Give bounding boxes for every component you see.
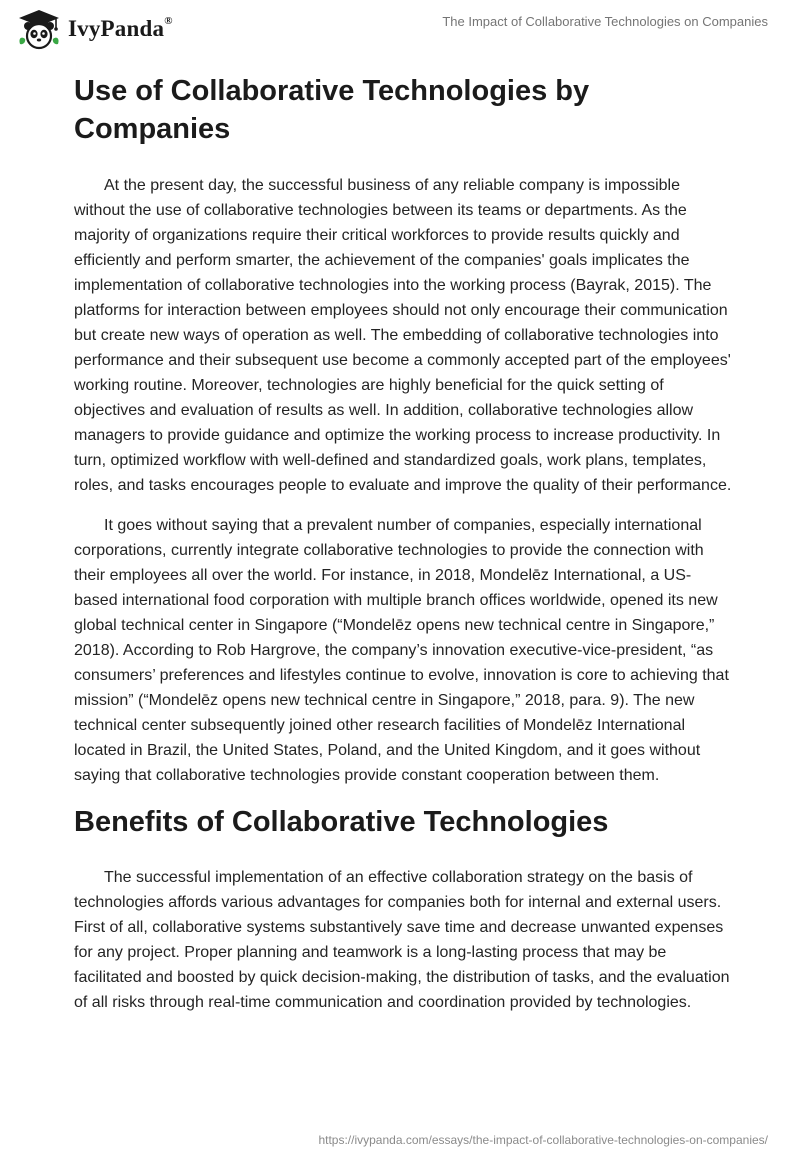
section-heading-benefits: Benefits of Collaborative Technologies [74, 806, 609, 838]
paragraph: It goes without saying that a prevalent number of companies, especially international corporations, currently integrate collaborative technologies to provide the connection with their employees all over the world. For instance, in 2018, Mondelēz International, a US-based international food corporation with multiple branch offices worldwide, opened its new global technical center in Singapore (“Mondelēz opens new technical centre in Singapore,” 2018). According to Rob Hargrove, the company’s innovation executive-vice-president, “as consumers’ preferences and lifestyles continue to evolve, innovation is core to achieving that mission” (“Mondelēz opens new technical centre in Singapore,” 2018, para. 9). The new technical center subsequently joined other research facilities of Mondelēz International located in Brazil, the United States, Poland, and the United Kingdom, and it goes without saying that collaborative technologies provide constant cooperation between them. [74, 517, 729, 784]
source-url[interactable]: https://ivypanda.com/essays/the-impact-of-collaborative-technologies-on-companies/ [318, 1133, 768, 1147]
panda-graduate-icon [16, 8, 62, 50]
page-header [0, 0, 800, 64]
document-title: The Impact of Collaborative Technologies on Companies [442, 14, 768, 29]
paragraph: At the present day, the successful business of any reliable company is impossible without the use of collaborative technologies between its teams or departments. As the majority of organizations require their critical workforces to provide results quickly and efficiently and perform smarter, the achievement of the companies' goals implicates the implementation of collaborative technologies into the working process (Bayrak, 2015). The platforms for interaction between employees should not only encourage their communication but create new ways of operation as well. The embedding of collaborative technologies into performance and their subsequent use become a commonly accepted part of the employees' working routine. Moreover, technologies are highly beneficial for the quick setting of objectives and evaluation of results as well. In addition, collaborative technologies allow managers to provide guidance and optimize the working process to increase productivity. In turn, optimized workflow with well-defined and standardized goals, work plans, templates, roles, and tasks encourages people to evaluate and improve the quality of their performance. [74, 177, 732, 494]
essay-body [74, 72, 734, 1030]
section-heading-use: Use of Collaborative Technologies by Companies [74, 75, 590, 145]
brand-name [68, 16, 173, 42]
trademark-symbol: ® [164, 15, 173, 28]
paragraph: The successful implementation of an effective collaboration strategy on the basis of technologies affords various advantages for companies both for internal and external users. First of all, collaborative systems substantively save time and decrease unwanted expenses for any project. Proper planning and teamwork is a long-lasting process that may be facilitated and boosted by quick decision-making, the distribution of tasks, and the evaluation of all risks through real-time communication and coordination provided by technologies. [74, 869, 730, 1011]
brand-label: IvyPanda [68, 16, 165, 41]
brand-logo[interactable] [16, 8, 173, 50]
